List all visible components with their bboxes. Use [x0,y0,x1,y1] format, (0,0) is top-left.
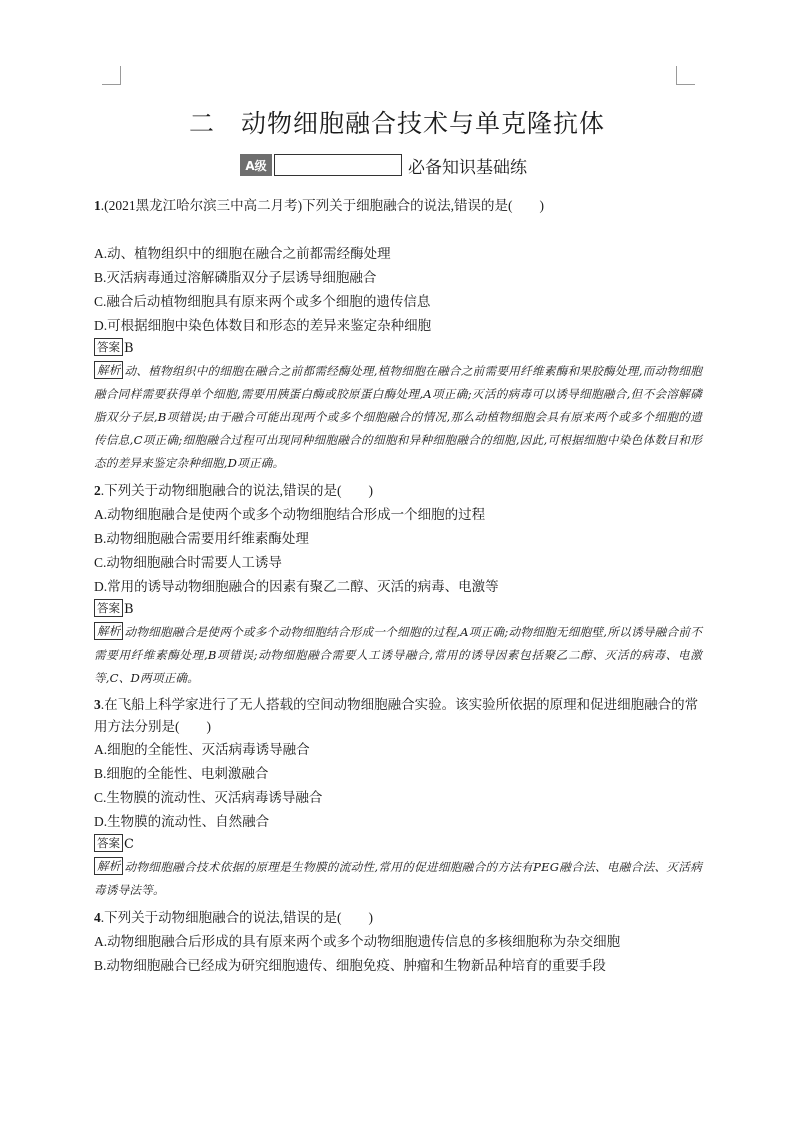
explanation-tag: 解析 [94,622,123,640]
crop-mark-top-left [102,66,121,85]
option-a: A.动物细胞融合是使两个或多个动物细胞结合形成一个细胞的过程 [94,507,486,522]
answer-value: B [124,341,134,356]
question-stem: 3.在飞船上科学家进行了无人搭载的空间动物细胞融合实验。该实验所依据的原理和促进细胞融合的常用方法分别是( ) [94,697,699,734]
answer-value: B [124,602,134,617]
option-b: B.细胞的全能性、电刺激融合 [94,766,269,781]
level-header [240,152,527,178]
question-4 [94,906,702,978]
option-a: A.动物细胞融合后形成的具有原来两个或多个动物细胞遗传信息的多核细胞称为杂交细胞 [94,934,621,949]
answer-space [94,218,702,242]
option-a: A.动、植物组织中的细胞在融合之前都需经酶处理 [94,246,391,261]
option-c: C.融合后动植物细胞具有原来两个或多个细胞的遗传信息 [94,294,431,309]
explanation [94,856,702,902]
answer-line [94,338,702,360]
option-b: B.灭活病毒通过溶解磷脂双分子层诱导细胞融合 [94,270,377,285]
section-number: 二 [188,109,215,138]
section-title: 动物细胞融合技术与单克隆抗体 [241,109,606,138]
level-badge: A级 [240,154,272,176]
page-title [0,104,794,140]
explanation-tag: 解析 [94,857,123,875]
question-number: 3 [94,697,101,712]
option-a: A.细胞的全能性、灭活病毒诱导融合 [94,742,310,757]
option-d: D.可根据细胞中染色体数目和形态的差异来鉴定杂种细胞 [94,318,432,333]
question-3 [94,694,702,902]
option-c: C.动物细胞融合时需要人工诱导 [94,555,282,570]
answer-tag: 答案 [94,338,123,356]
question-stem: 4.下列关于动物细胞融合的说法,错误的是( ) [94,910,373,925]
answer-line [94,834,702,856]
option-b: B.动物细胞融合已经成为研究细胞遗传、细胞免疫、肿瘤和生物新品种培育的重要手段 [94,958,606,973]
question-stem: 2.下列关于动物细胞融合的说法,错误的是( ) [94,483,373,498]
option-d: D.常用的诱导动物细胞融合的因素有聚乙二醇、灭活的病毒、电激等 [94,579,499,594]
question-list [94,194,702,978]
answer-tag: 答案 [94,834,123,852]
explanation-text: 动物细胞融合技术依据的原理是生物膜的流动性,常用的促进细胞融合的方法有PEG融合法、电融合法、灭活病毒诱导法等。 [94,860,702,897]
question-stem: 1.(2021黑龙江哈尔滨三中高二月考)下列关于细胞融合的说法,错误的是( ) [94,198,544,213]
option-b: B.动物细胞融合需要用纤维素酶处理 [94,531,309,546]
question-number: 4 [94,910,101,925]
explanation [94,360,702,475]
answer-line [94,599,702,621]
answer-tag: 答案 [94,599,123,617]
explanation-tag: 解析 [94,361,123,379]
crop-mark-top-right [676,66,695,85]
question-1 [94,194,702,475]
question-number: 2 [94,483,101,498]
explanation [94,621,702,690]
answer-value: C [124,837,134,852]
option-d: D.生物膜的流动性、自然融合 [94,814,270,829]
level-box [274,154,402,176]
level-title: 必备知识基础练 [408,157,527,178]
option-c: C.生物膜的流动性、灭活病毒诱导融合 [94,790,323,805]
question-2 [94,479,702,690]
explanation-text: 动、植物组织中的细胞在融合之前都需经酶处理,植物细胞在融合之前需要用纤维素酶和果胶酶处理,而动物细胞融合同样需要获得单个细胞,需要用胰蛋白酶或胶原蛋白酶处理,A项正确;灭活的病毒可以诱导细胞融合,但不会溶解磷脂双分子层,B项错误;由于融合可能出现两个或多个细胞融合的情况,那么动植物细胞会具有原来两个或多个细胞的遗传信息,C项正确;细胞融合过程可出现同种细胞融合的细胞和异种细胞融合的细胞,因此,可根据细胞中染色体数目和形态的差异来鉴定杂种细胞,D项正确。 [94,364,702,470]
question-number: 1 [94,198,101,213]
explanation-text: 动物细胞融合是使两个或多个动物细胞结合形成一个细胞的过程,A项正确;动物细胞无细胞壁,所以诱导融合前不需要用纤维素酶处理,B项错误;动物细胞融合需要人工诱导融合,常用的诱导因素包括聚乙二醇、灭活的病毒、电激等,C、D两项正确。 [94,625,702,685]
